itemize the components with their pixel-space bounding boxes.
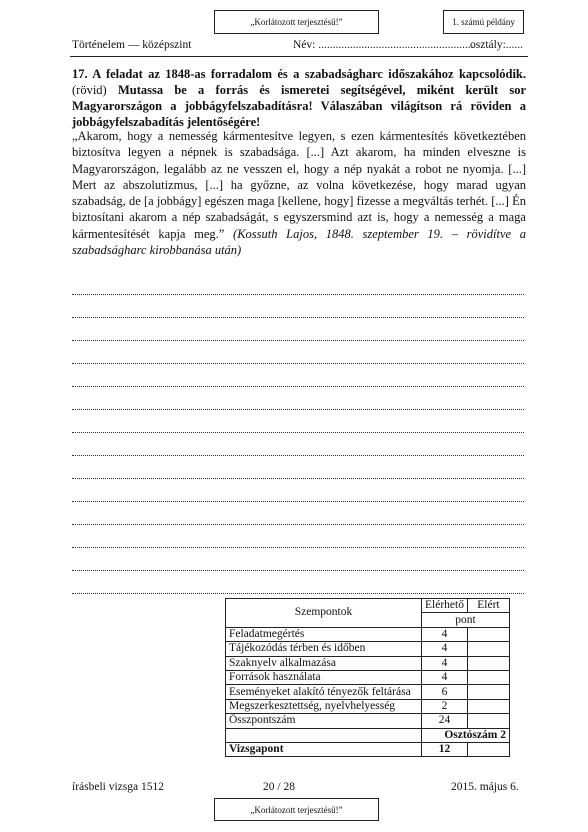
subject-label: Történelem — középszint: [72, 39, 192, 51]
score-available: 4: [422, 670, 468, 684]
score-row: [226, 670, 510, 684]
class-field: osztály:......: [470, 39, 524, 51]
question-title: 17. A feladat az 1848-as forradalom és a szabadságharc időszakához kapcsolódik.: [72, 67, 526, 81]
source-quote: [72, 128, 526, 258]
answer-line[interactable]: [72, 571, 524, 594]
answer-line[interactable]: [72, 410, 524, 433]
score-achieved[interactable]: [467, 656, 509, 670]
score-row: [226, 642, 510, 656]
divisor-label: Osztószám 2: [422, 728, 510, 742]
criteria-header: Szempontok: [226, 599, 422, 628]
answer-line[interactable]: [72, 525, 524, 548]
score-available: 4: [422, 642, 468, 656]
score-criterion: Tájékozódás térben és időben: [226, 642, 422, 656]
score-achieved[interactable]: [467, 699, 509, 713]
exam-points-value: 12: [422, 742, 468, 756]
score-achieved[interactable]: [467, 685, 509, 699]
exam-date: 2015. május 6.: [451, 781, 519, 793]
name-field: Név: ......................................................: [293, 39, 474, 51]
score-criterion: Megszerkesztettség, nyelvhelyesség: [226, 699, 422, 713]
score-available: 2: [422, 699, 468, 713]
answer-line[interactable]: [72, 456, 524, 479]
score-row: [226, 627, 510, 641]
quote-text: „Akarom, hogy a nemesség kármentesítve legyen, s ezen kármentesítés következtében biztosítva legyen a népnek is szabadsága. [...] Azt akarom, ha minden elveszne is Magyarországon, legalább az ne vesszen el, hogy a nép nyakát a robot ne nyomja. [...] Mert az abszolutizmus, [...] ha győzne, az volna következése, hogy marad ugyan szabadság, de [a jobbágy] egészen maga [kellene, hogy] fizesse a megváltás terhét. [...] Én biztosítani akarom a nép szabadságát, s egyszersmind azt is, hogy a nemesség a maga kármentesítését kapja meg.”: [72, 129, 526, 241]
answer-line[interactable]: [72, 502, 524, 525]
score-criterion: Források használata: [226, 670, 422, 684]
copy-number-box: 1. számú példány: [443, 10, 524, 34]
page-number: 20 / 28: [263, 781, 295, 793]
score-criterion: Összpontszám: [226, 714, 422, 728]
score-available: 6: [422, 685, 468, 699]
score-achieved[interactable]: [467, 670, 509, 684]
score-available: 4: [422, 656, 468, 670]
answer-line[interactable]: [72, 433, 524, 456]
answer-area[interactable]: [72, 272, 524, 594]
score-row: [226, 699, 510, 713]
score-row: [226, 685, 510, 699]
score-row: [226, 656, 510, 670]
answer-line[interactable]: [72, 318, 524, 341]
answer-line[interactable]: [72, 295, 524, 318]
answer-line[interactable]: [72, 387, 524, 410]
answer-line[interactable]: [72, 272, 524, 295]
question-text: [72, 66, 526, 130]
score-achieved[interactable]: [467, 642, 509, 656]
achieved-header: Elért: [467, 599, 509, 613]
quote-source: (Kossuth Lajos, 1848. szeptember 19. – rövidítve a szabadságharc kirobbanása után): [72, 226, 526, 258]
restricted-distribution-box: „Korlátozott terjesztésű!”: [214, 10, 379, 34]
score-available: 4: [422, 627, 468, 641]
score-achieved[interactable]: [467, 714, 509, 728]
answer-line[interactable]: [72, 479, 524, 502]
score-criterion: Szaknyelv alkalmazása: [226, 656, 422, 670]
score-criterion: Eseményeket alakító tényezők feltárása: [226, 685, 422, 699]
exam-code: írásbeli vizsga 1512: [72, 781, 164, 793]
answer-line[interactable]: [72, 364, 524, 387]
answer-line[interactable]: [72, 548, 524, 571]
score-row: [226, 714, 510, 728]
question-short-label: (rövid): [72, 83, 107, 97]
score-table: [225, 598, 510, 757]
question-instruction: Mutassa be a forrás és ismeretei segítségével, miként került sor Magyarországon a jobbágyfelszabadításra! Válaszában világítson rá röviden a jobbágyfelszabadítás jelentőségére!: [72, 83, 527, 129]
restricted-distribution-box-bottom: „Korlátozott terjesztésű!”: [214, 798, 379, 821]
unit-header: pont: [422, 613, 510, 627]
available-header: Elérhető: [422, 599, 468, 613]
exam-points-achieved[interactable]: [467, 742, 509, 756]
exam-points-label: Vizsgapont: [226, 742, 422, 756]
score-available: 24: [422, 714, 468, 728]
header-rule: [70, 56, 528, 57]
answer-line[interactable]: [72, 341, 524, 364]
score-achieved[interactable]: [467, 627, 509, 641]
score-criterion: Feladatmegértés: [226, 627, 422, 641]
